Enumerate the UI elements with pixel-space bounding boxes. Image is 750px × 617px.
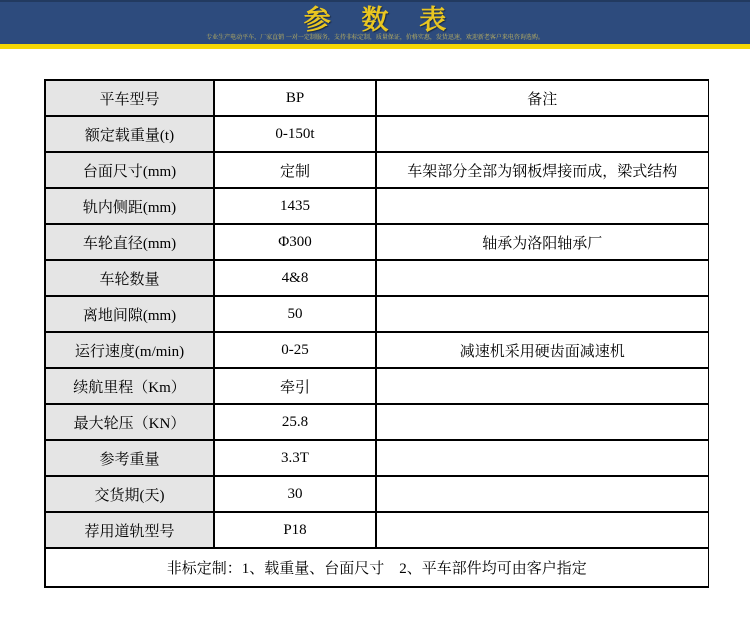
spec-label: 离地间隙(mm) <box>45 296 214 332</box>
table-row <box>45 188 708 224</box>
spec-value: P18 <box>214 512 376 548</box>
spec-remark <box>376 440 708 476</box>
spec-remark <box>376 116 708 152</box>
table-row <box>45 224 708 260</box>
spec-value: 0-150t <box>214 116 376 152</box>
spec-label: 荐用道轨型号 <box>45 512 214 548</box>
spec-remark <box>376 296 708 332</box>
table-row <box>45 116 708 152</box>
table-row <box>45 440 708 476</box>
gold-divider-stripe <box>0 44 750 49</box>
spec-label: 车轮直径(mm) <box>45 224 214 260</box>
spec-value: 定制 <box>214 152 376 188</box>
spec-label: 最大轮压（KN） <box>45 404 214 440</box>
spec-label: 轨内侧距(mm) <box>45 188 214 224</box>
spec-remark <box>376 476 708 512</box>
header-banner <box>0 0 750 44</box>
table-row <box>45 404 708 440</box>
table-row <box>45 260 708 296</box>
header-tagline: 专业生产电动平车，厂家直销 一对一定制服务，支持非标定制，质量保证，价格实惠，发货迅速，欢迎新老客户来电咨询选购。 <box>206 35 544 41</box>
table-row <box>45 476 708 512</box>
spec-value: 1435 <box>214 188 376 224</box>
table-row <box>45 512 708 548</box>
table-row <box>45 332 708 368</box>
table-row <box>45 152 708 188</box>
table-footer-row <box>45 548 708 587</box>
spec-remark: 车架部分全部为钢板焊接而成，梁式结构 <box>376 152 708 188</box>
spec-value: 牵引 <box>214 368 376 404</box>
table-row <box>45 368 708 404</box>
spec-value: Φ300 <box>214 224 376 260</box>
spec-value: 25.8 <box>214 404 376 440</box>
spec-remark: 轴承为洛阳轴承厂 <box>376 224 708 260</box>
spec-value: 50 <box>214 296 376 332</box>
spec-remark <box>376 188 708 224</box>
table-row <box>45 296 708 332</box>
spec-remark <box>376 260 708 296</box>
spec-value: 0-25 <box>214 332 376 368</box>
spec-label: 交货期(天) <box>45 476 214 512</box>
spec-value: 4&8 <box>214 260 376 296</box>
spec-label: 台面尺寸(mm) <box>45 152 214 188</box>
spec-remark <box>376 404 708 440</box>
spec-label: 运行速度(m/min) <box>45 332 214 368</box>
spec-remark: 备注 <box>376 80 708 116</box>
page-title: 参 数 表 <box>303 5 459 35</box>
spec-label: 车轮数量 <box>45 260 214 296</box>
spec-value: 30 <box>214 476 376 512</box>
spec-remark: 减速机采用硬齿面减速机 <box>376 332 708 368</box>
spec-label: 续航里程（Km） <box>45 368 214 404</box>
custom-order-note: 非标定制：1、载重量、台面尺寸 2、平车部件均可由客户指定 <box>45 548 708 587</box>
spec-label: 参考重量 <box>45 440 214 476</box>
table-header-row <box>45 80 708 116</box>
spec-remark <box>376 368 708 404</box>
parameter-table <box>44 79 709 588</box>
spec-value: BP <box>214 80 376 116</box>
spec-label: 额定载重量(t) <box>45 116 214 152</box>
spec-value: 3.3T <box>214 440 376 476</box>
spec-label: 平车型号 <box>45 80 214 116</box>
spec-remark <box>376 512 708 548</box>
